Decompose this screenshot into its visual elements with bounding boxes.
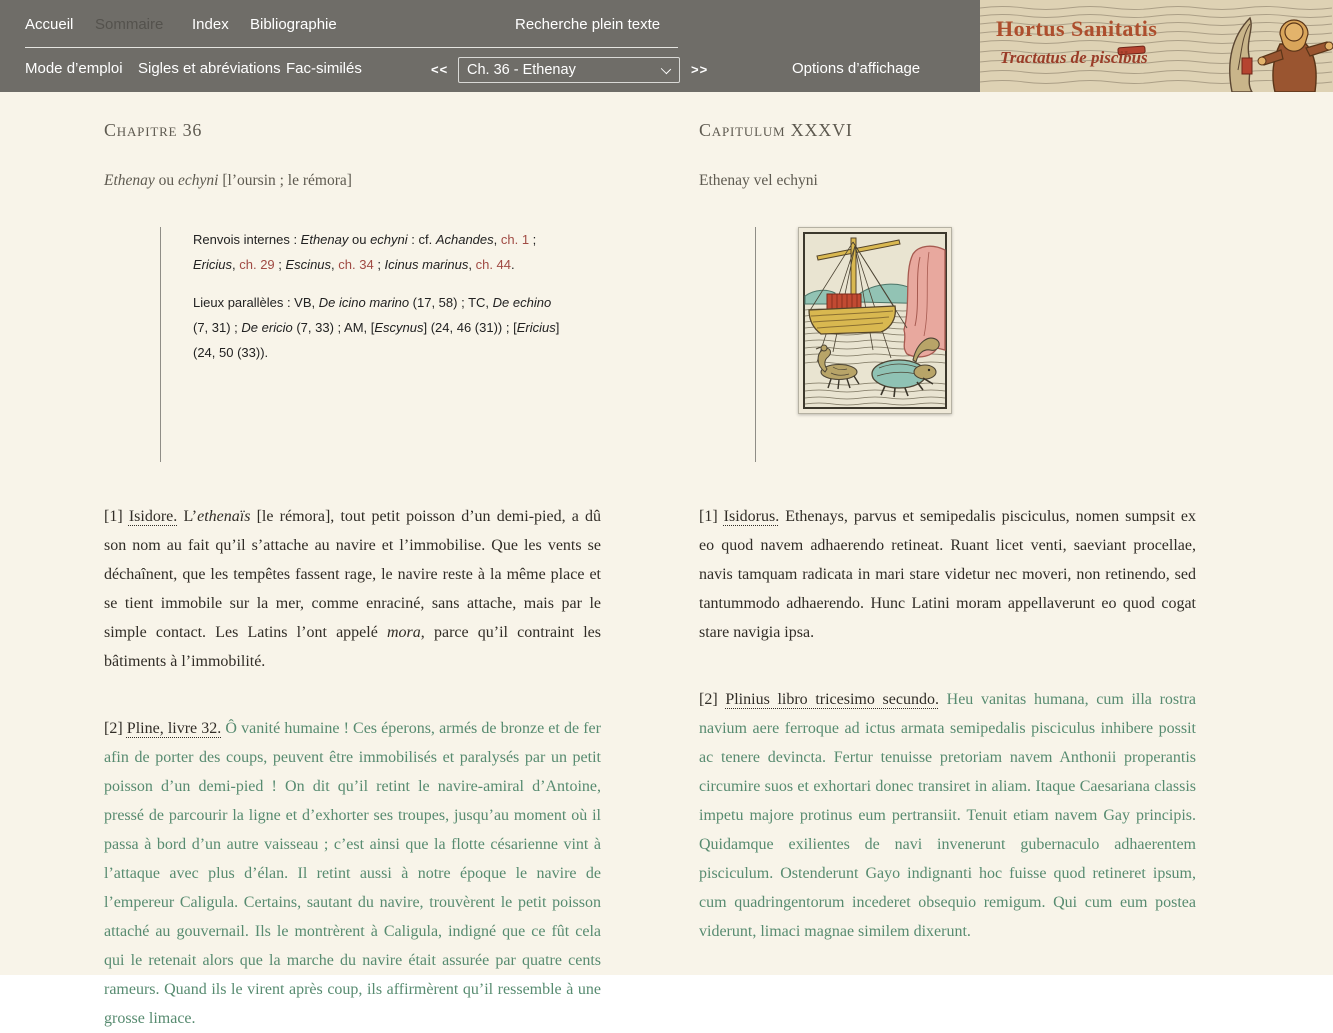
latin-paragraph-1 <box>699 502 1196 647</box>
text-run: echyni <box>178 172 219 189</box>
text-run: Ericius <box>193 257 233 272</box>
source-link[interactable]: Isidorus. <box>723 508 780 525</box>
text-run: De echino <box>492 295 552 310</box>
translation-paragraph-1 <box>104 502 601 676</box>
text-run: : cf. <box>407 232 436 247</box>
text-run: Lieux parallèles : VB, <box>193 295 319 310</box>
paragraph-number: [2] <box>699 691 726 708</box>
text-run: (17, 58) ; TC, <box>409 295 493 310</box>
chapter-link[interactable]: ch. 29 <box>239 257 275 272</box>
nav-fac-similes[interactable]: Fac-similés <box>286 60 362 77</box>
text-run: , <box>468 257 476 272</box>
apparatus-illustration <box>755 227 1196 462</box>
text-run: echyni <box>370 232 408 247</box>
text-run: ; <box>373 257 385 272</box>
text-run: Achandes <box>435 232 494 247</box>
text-run: , <box>331 257 339 272</box>
text-run: ] (24, 46 (31)) ; [ <box>423 320 517 335</box>
text-run: ou <box>348 232 371 247</box>
source-link[interactable]: Pline, livre 32. <box>126 720 222 737</box>
source-link[interactable]: Plinius libro tricesimo secundo. <box>725 691 939 708</box>
chapter-illustration[interactable] <box>798 227 952 414</box>
nav-divider <box>25 47 678 48</box>
translation-paragraph-2 <box>104 714 601 1033</box>
text-run: . <box>511 257 515 272</box>
text-run: Icinus marinus <box>384 257 469 272</box>
lieux-paralleles-note <box>193 290 561 365</box>
apparatus-notes <box>160 227 601 462</box>
chapter-select[interactable] <box>458 57 680 83</box>
chapter-link[interactable]: ch. 1 <box>500 232 530 247</box>
text-run: Ô vanité humaine ! Ces éperons, armés de bronze et de fer afin de porter des coups, peuvent être immobilisés et paralysés par un petit poisson d’un demi-pied ! On dit qu’il retint le navire-amiral d’Antoine, pressé de parcourir la ligne et d’exhorter ses troupes, jusqu’au moment où il passa à bord d’un autre vaisseau ; c’est ainsi que la flotte césarienne vint à l’attaque avec plus d’élan. Il retint aussi à notre époque le navire de l’empereur Caligula. Certains, sautant du navire, trouvèrent le petit poisson attaché au gouvernail. Ils le montrèrent à Caligula, indigné que ce fût cela qui le retenait alors que la marche du navire était assurée par quatre cents rameurs. Quand ils le virent après coup, ils affirmèrent qu’il ressemble à une grosse limace. <box>104 720 601 1027</box>
chapter-link[interactable]: ch. 44 <box>475 257 512 272</box>
text-run: , parce qu’il contraint les bâtiments à l’immobilité. <box>104 624 601 670</box>
nav-accueil[interactable]: Accueil <box>25 16 74 33</box>
text-run: ethenaïs <box>197 508 251 525</box>
text-run: ] (24, 50 (33)). <box>193 320 560 360</box>
site-banner[interactable] <box>980 0 1333 92</box>
paragraph-number: [1] <box>104 508 129 525</box>
site-title: Hortus Sanitatis <box>996 16 1158 41</box>
text-run: , <box>232 257 240 272</box>
text-run: Renvois internes : <box>193 232 301 247</box>
text-run: L’ <box>177 508 198 525</box>
latin-column <box>699 92 1196 946</box>
text-run: Ethenay <box>104 172 155 189</box>
nav-index[interactable]: Index <box>192 16 229 33</box>
text-run: [le rémora], tout petit poisson d’un demi-pied, a dû son nom au fait qu’il s’attache au navire et l’immobilise. Que les vents se déchaînent, que les tempêtes fassent rage, le navire reste à la même place et se tient immobile sur la mer, comme enraciné, sans attache, mais par le simple contact. Les Latins l’ont appelé <box>104 508 602 641</box>
text-run: Escynus <box>374 320 424 335</box>
text-run: ; <box>529 232 537 247</box>
text-run: De ericio <box>241 320 293 335</box>
text-run: Ethenay <box>300 232 349 247</box>
text-run: (7, 33) ; AM, [ <box>292 320 375 335</box>
text-run: Escinus <box>285 257 332 272</box>
text-run: Ethenays, parvus et semipedalis pisciculus, nomen sumpsit ex eo quod navem adhaerendo retineat. Ruant licet venti, saeviant procellae, navis tamquam radicata in mari stare videtur nec moveri, non retinendo, sed tantummodo adhaerendo. Hunc Latini moram appellaverunt eo quod cogat stare navigia ipsa. <box>699 508 1196 641</box>
text-run: (7, 31) ; <box>193 320 242 335</box>
nav-recherche-plein-texte[interactable]: Recherche plein texte <box>515 16 661 33</box>
nav-sommaire-current[interactable]: Sommaire <box>95 16 164 33</box>
chapter-select-wrap <box>458 57 680 83</box>
top-navigation <box>0 0 1333 92</box>
chapter-subtitle-fr <box>104 171 601 191</box>
french-column <box>104 92 601 1033</box>
nav-options-affichage[interactable]: Options d’affichage <box>792 60 921 77</box>
paragraph-number: [1] <box>699 508 724 525</box>
text-run: mora <box>387 624 421 641</box>
chapter-subtitle-la <box>699 171 1196 191</box>
renvois-internes-note <box>193 227 561 277</box>
text-run: Ericius <box>516 320 556 335</box>
nav-sigles-abreviations[interactable]: Sigles et abréviations <box>138 60 281 77</box>
text-run: ; <box>274 257 286 272</box>
chapter-link[interactable]: ch. 34 <box>338 257 374 272</box>
text-run: De icino marino <box>318 295 410 310</box>
banner-woodcut-background <box>980 0 1333 92</box>
text-run: Heu vanitas humana, cum illa rostra navium aere ferroque ad ictus armata semipedalis pisciculus inhibere possit ac tenere devincta. Fertur tenuisse pretoriam navem Anthonii properantis circumire suos et exhortari donec transiret in aliam. Itaque Caesariana classis impetu majore protinus eum pertransiit. Tenuit etiam navem Gay principis. Quidamque exilientes de navi invenerunt gubernaculo adhaerentem pisciculum. Ostenderunt Gayo indignanti hoc fuisse quod retineret ipsum, cum quadringentorum incederet obsequio remigum. Qui cum eum postea viderunt, limaci magnae similem dixerunt. <box>699 691 1196 940</box>
nav-mode-demploi[interactable]: Mode d’emploi <box>25 60 123 77</box>
latin-paragraph-2 <box>699 685 1196 946</box>
text-run: ou <box>154 172 179 189</box>
text-run: Ethenay vel echyni <box>699 172 818 189</box>
site-subtitle: Tractatus de piscibus <box>1000 48 1148 67</box>
chapter-heading-fr: Chapitre 36 <box>104 120 203 140</box>
source-link[interactable]: Isidore. <box>128 508 178 525</box>
text-run: [l’oursin ; le rémora] <box>218 172 352 189</box>
next-chapter-button[interactable]: >> <box>691 62 709 77</box>
paragraph-number: [2] <box>104 720 127 737</box>
text-run: , <box>493 232 501 247</box>
chapter-content <box>0 92 1333 1027</box>
woodcut-ship-and-sea-creatures <box>803 232 947 409</box>
prev-chapter-button[interactable]: << <box>431 62 449 77</box>
chapter-heading-la: Capitulum XXXVI <box>699 120 853 140</box>
nav-bibliographie[interactable]: Bibliographie <box>250 16 337 33</box>
